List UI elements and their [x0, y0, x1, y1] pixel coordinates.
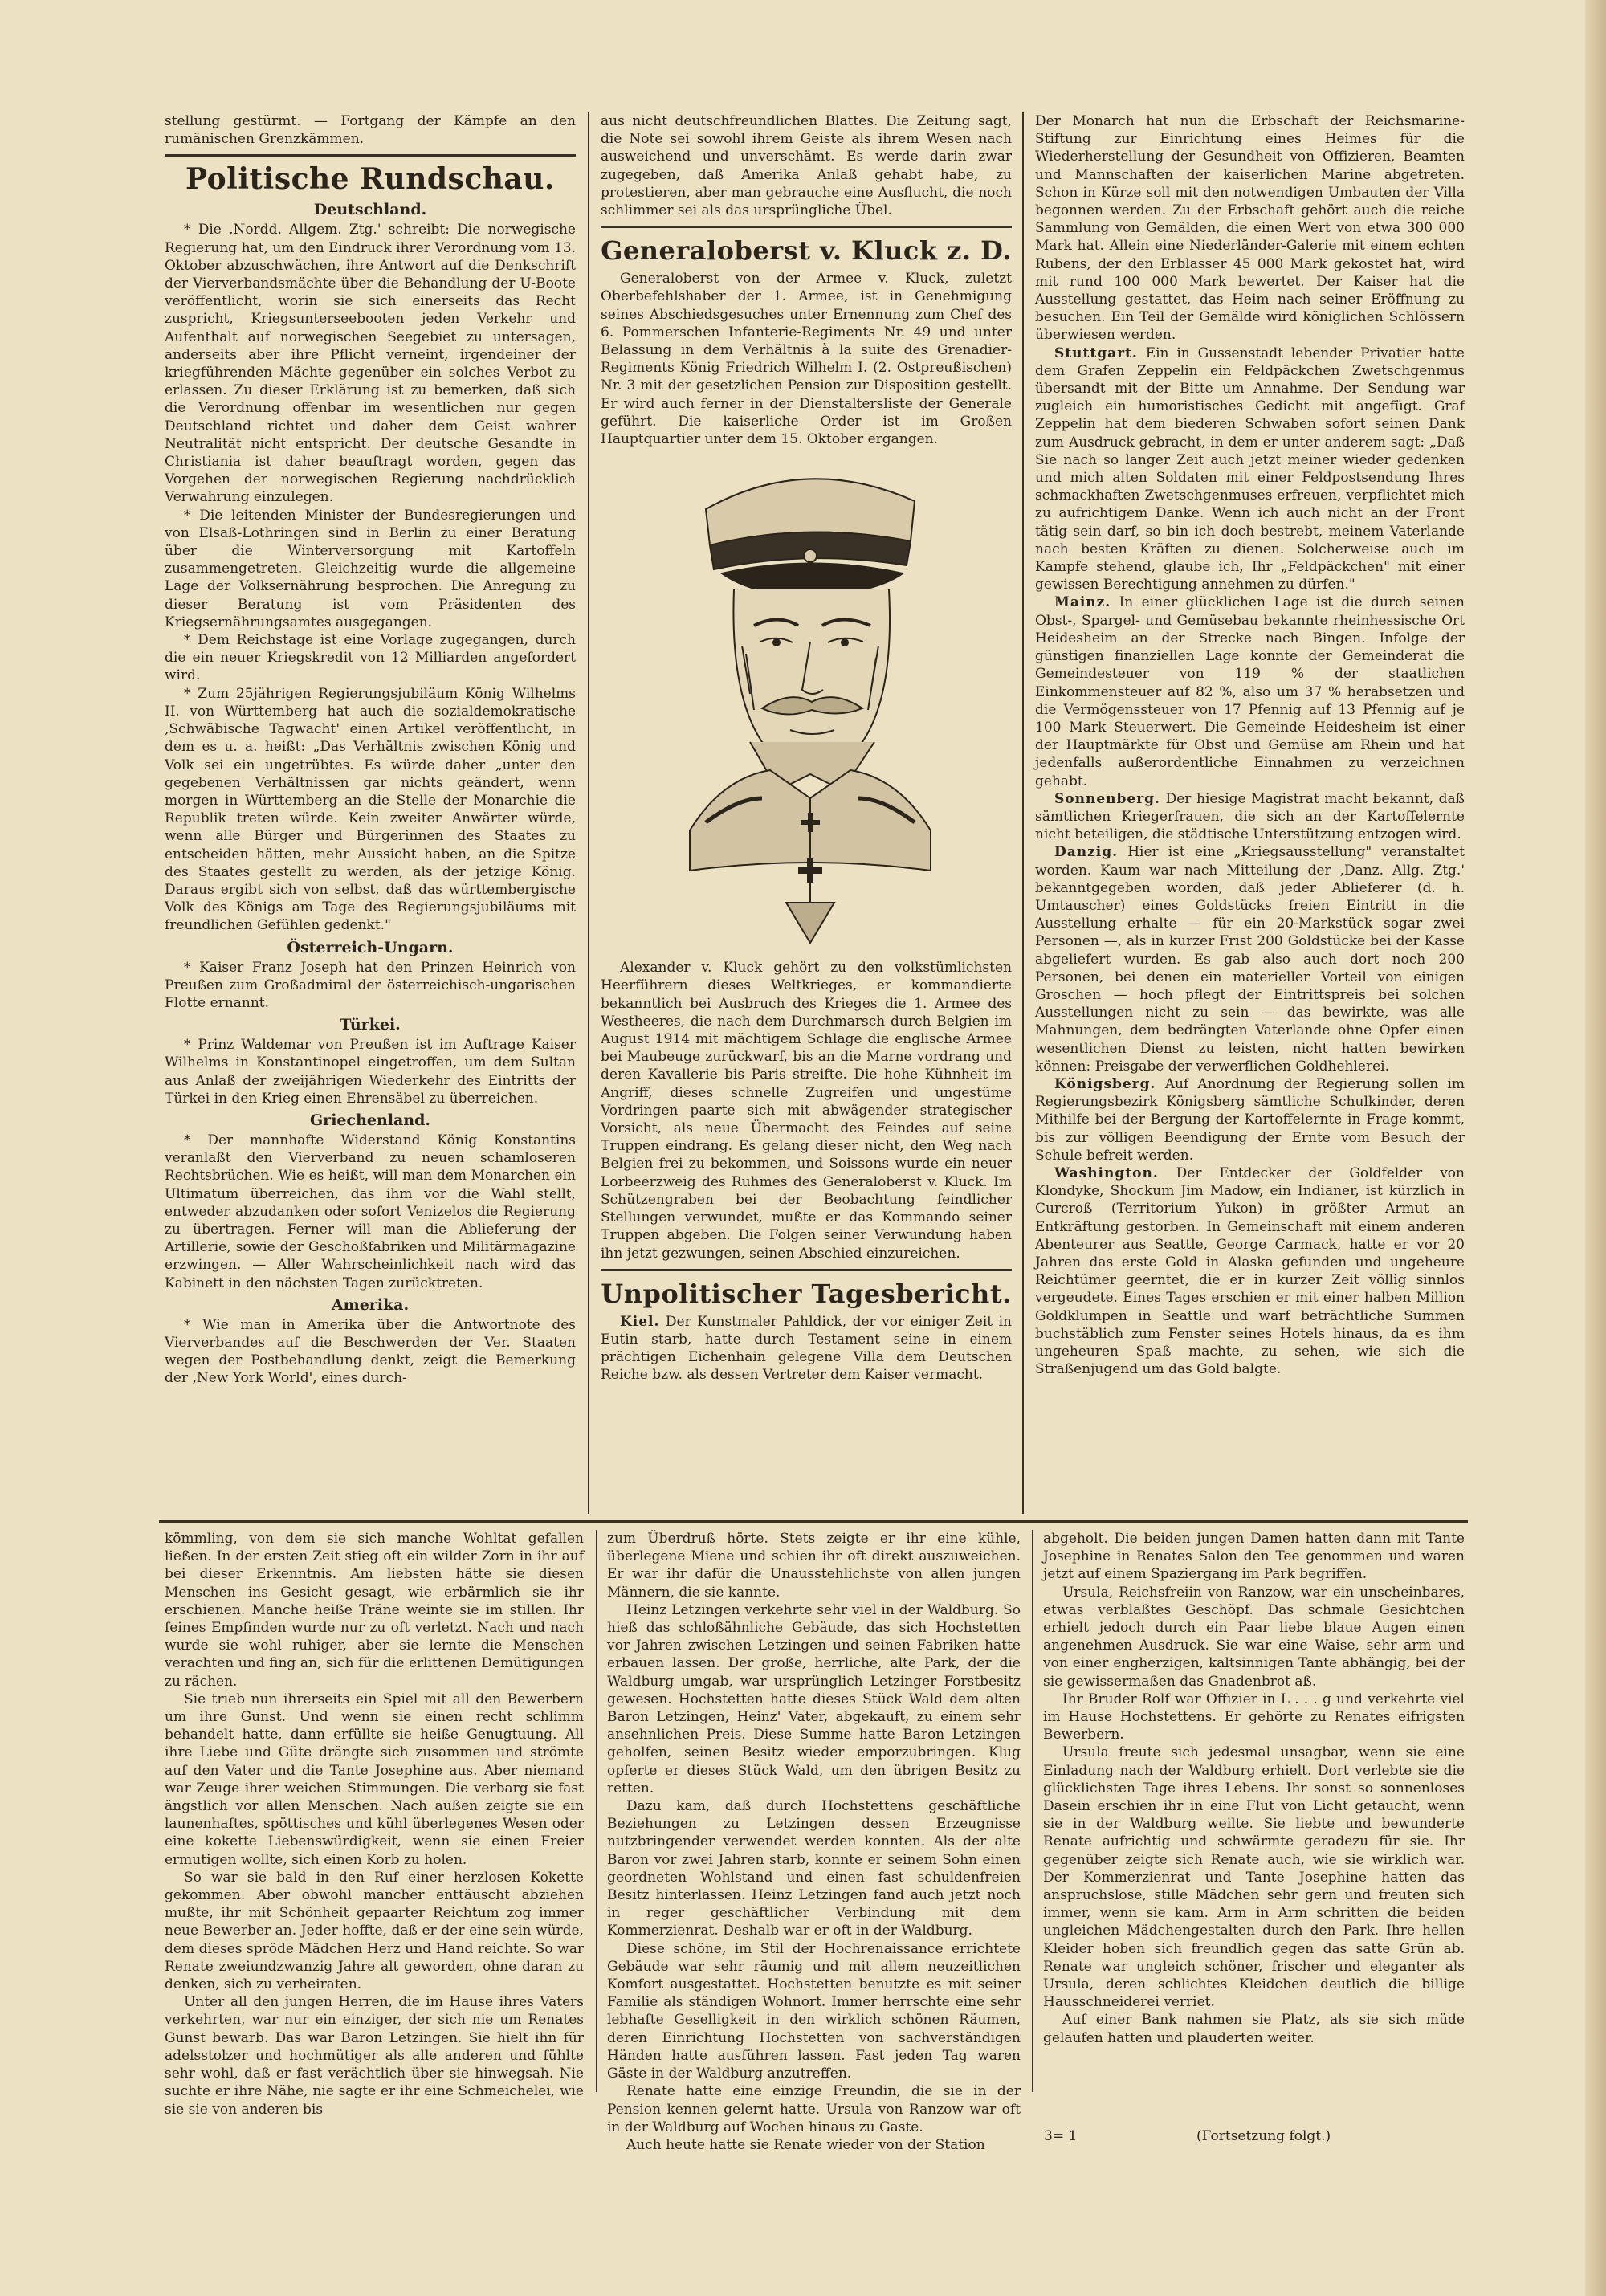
amerika-paragraph: * Wie man in Amerika über die Antwortnote des Vierverbandes auf die Beschwerden der Ver. Staaten wegen der Postbehandlung denkt, zeigt die Bemerkung der ‚New York World', eines durch-: [165, 1316, 576, 1387]
sonnenberg-text: Der hiesige Magistrat macht bekannt, daß sämtlichen Kriegerfrauen, die sich an der Kartoffelernte nicht beteiligen, die städtische Unterstützung entzogen wird.: [1035, 790, 1465, 843]
column-rule-2: [1022, 112, 1024, 1514]
mainz-text: In einer glücklichen Lage ist die durch seinen Obst-, Spargel- und Gemüsebau bekannte rheinhessische Ort Heidesheim an der Strecke nach Bingen. Infolge der günstigen finanziellen Lage konnte der Gemeinderat die Gemeindesteuer von 119 % der staatlichen Einkommensteuer auf 82 %, also um 37 % herabsetzen und die Vermögenssteuer von 17 Pfennig auf 13 Pfennig auf je 100 Mark Steuerwert. Die Gemeinde Heidesheim ist einer der Hauptmärkte für Obst und Gemüse am Rhein und hat jedenfalls außerordentliche Einnahmen zu verzeichnen gehabt.: [1035, 594, 1465, 789]
kiel-paragraph: [601, 1313, 1012, 1385]
oesterreich-paragraph: * Kaiser Franz Joseph hat den Prinzen Heinrich von Preußen zum Großadmiral der österreichisch-ungarischen Flotte ernannt.: [165, 959, 576, 1011]
novel-paragraph: Sie trieb nun ihrerseits ein Spiel mit all den Bewerbern um ihre Gunst. Und wenn sie einen recht schlimm behandelt hatte, dann erfüllte sie heiße Genugtuung. All ihre Liebe und Güte drängte sich zusammen und strömte auf den Vater und die Tante Josephine aus. Aber niemand war Zeuge ihrer weichen Stimmungen. Die verbarg sie fast ängstlich vor allen Menschen. Nach außen zeigte sie ein launenhaftes, spöttisches und kühl überlegenes Wesen oder eine kokette Liebenswürdigkeit, wenn sie einen Freier ermutigen wollte, sich einen Korb zu holen.: [165, 1690, 584, 1868]
novel-paragraph: Diese schöne, im Stil der Hochrenaissance errichtete Gebäude war sehr räumig und mit allem neuzeitlichen Komfort ausgestattet. Hochstetten benutzte es mit seiner Familie als ständigen Wohnort. Immer herrschte eine sehr lebhafte Geselligkeit in den wirklich schönen Räumen, deren Einrichtung Hochstetten von sachverständigen Händen hatte ausführen lassen. Fast jeden Tag waren Gäste in der Waldburg anzutreffen.: [607, 1940, 1021, 2082]
washington-paragraph: [1035, 1164, 1465, 1378]
kluck-portrait: [674, 453, 939, 951]
footer-code: 3= 1: [1044, 2128, 1078, 2144]
place-washington: Washington.: [1054, 1164, 1159, 1181]
deutschland-paragraph: * Die ‚Nordd. Allgem. Ztg.' schreibt: Die norwegische Regierung hat, um den Eindruck ihrer Verordnung vom 13. Oktober abzuschwächen, ihre Antwort auf die Denkschrift der Vierverbandsmächte über die Behandlung der U-Boote veröffentlicht, worin sie sich einerseits das Recht zuspricht, Kriegsunterseebooten jeden Verkehr und Aufenthalt auf norwegischen Seegebiet zu untersagen, anderseits aber ihre Pflicht verneint, irgendeiner der kriegführenden Mächte gegenüber ein solches Verbot zu erlassen. Zu dieser Erklärung ist zu bemerken, daß sich die Verordnung offenbar im wesentlichen nur gegen Deutschland richtet und daher dem Geist wahrer Neutralität nicht entspricht. Der deutsche Gesandte in Christiania ist daher beauftragt worden, gegen das Vorgehen der norwegischen Regierung nachdrücklich Verwahrung einzulegen.: [165, 222, 576, 506]
heading-deutschland: Deutschland.: [313, 201, 427, 219]
feuilleton-column-1: [165, 1530, 584, 2118]
deutschland-paragraph: * Dem Reichstage ist eine Vorlage zugegangen, durch die ein neuer Kriegskredit von 12 Milliarden angefordert wird.: [165, 632, 576, 684]
kluck-title: Generaloberst v. Kluck z. D.: [601, 235, 1012, 267]
novel-paragraph: So war sie bald in den Ruf einer herzlosen Kokette gekommen. Aber obwohl mancher enttäuscht abziehen mußte, ihr mit Schönheit gepaarter Reichtum zog immer neue Bewerber an. Jeder hoffte, daß er der eine sein würde, dem dieses spröde Mädchen Herz und Hand reichte. So war Renate zweiundzwanzig Jahre alt geworden, ohne daran zu denken, sich zu verheiraten.: [165, 1869, 584, 1993]
novel-paragraph: zum Überdruß hörte. Stets zeigte er ihr eine kühle, überlegene Miene und schien ihr oft direkt auszuweichen. Er war ihr dafür die Unausstehlichste von allen jungen Männern, die sie kannte.: [607, 1531, 1021, 1601]
heading-tuerkei: Türkei.: [340, 1016, 401, 1034]
feuilleton-column-2: [607, 1530, 1021, 2153]
feuilleton-column-3: [1043, 1530, 1465, 2092]
place-danzig: Danzig.: [1054, 844, 1119, 861]
intro-line: stellung gestürmt. — Fortgang der Kämpfe an den rumänischen Grenzkämmen.: [165, 113, 576, 148]
deutschland-paragraph: * Die leitenden Minister der Bundesregierungen und von Elsaß-Lothringen sind in Berlin zu einer Beratung über die Winterversorgung mit Kartoffeln zusammengetreten. Gleichzeitig wurde die allgemeine Lage der Volksernährung besprochen. Die Anregung zu dieser Beratung ist vom Präsidenten des Kriegsernährungsamtes ausgegangen.: [165, 507, 576, 630]
column-rule-1: [588, 112, 589, 1514]
column-rule-4: [1032, 1530, 1033, 2092]
column-politics: [165, 112, 576, 1514]
novel-paragraph: Renate hatte eine einzige Freundin, die sie in der Pension kennen gelernt hatte. Ursula von Ranzow war oft in der Waldburg auf Wochen hinaus zu Gaste.: [607, 2083, 1021, 2135]
stuttgart-text: Ein in Gussenstadt lebender Privatier hatte dem Grafen Zeppelin ein Feldpäckchen Zwetschgenmus übersandt mit der Bitte um Annahme. Der Sendung war zugleich ein humoristisches Gedicht mit angefügt. Graf Zeppelin hat dem biederen Schwaben sofort seinen Dank zum Ausdruck gebracht, in dem er unter anderem sagt: „Daß Sie nach so langer Zeit auch jetzt meiner wieder gedenken und mich alten Soldaten mit einer Feldpostsendung Ihres schmackhaften Zwetschgenmuses erfreuen, verpflichtet mich zu aufrichtigem Danke. Wenn ich auch nicht an der Front tätig sein darf, so bin ich doch bestrebt, meinem Vaterlande nach besten Kräften zu dienen. Solcherweise auch im Kampfe stehend, glaube ich, Ihr „Feldpäckchen" mit einer gewissen Berechtigung annehmen zu dürfen.": [1035, 345, 1465, 593]
amerika-continuation: aus nicht deutschfreundlichen Blattes. Die Zeitung sagt, die Note sei sowohl ihrem Geiste als ihrem Wesen nach ausweichend und unverschämt. Es werde darin zwar zugegeben, daß Amerika Anlaß gehabt habe, zu protestieren, aber man gebrauche eine Ausflucht, die noch schlimmer sei als das ursprüngliche Übel.: [601, 113, 1012, 219]
feuilleton-rule: [159, 1520, 1468, 1523]
kiel-text: Der Kunstmaler Pahldick, der vor einiger Zeit in Eutin starb, hatte durch Testament seine in einem prächtigen Eichenhain gelegene Villa dem Deutschen Reiche bzw. als dessen Vertreter dem Kaiser vermacht.: [601, 1313, 1012, 1384]
novel-paragraph: Heinz Letzingen verkehrte sehr viel in der Waldburg. So hieß das schloßähnliche Gebäude, das sich Hochstetten vor Jahren zwischen Letzingen und seinen Fabriken hatte erbauen lassen. Der große, herrliche, alte Park, der die Waldburg umgab, war ursprünglich Letzinger Forstbesitz gewesen. Hochstetten hatte dieses Stück Wald dem alten Baron Letzingen, Heinz' Vater, abgekauft, zu einem sehr ansehnlichen Preis. Diese Summe hatte Baron Letzingen geholfen, seinen Besitz wieder emporzubringen. Klug opferte er dieses Stück Wald, um den übrigen Besitz zu retten.: [607, 1601, 1021, 1796]
novel-paragraph: Dazu kam, daß durch Hochstettens geschäftliche Beziehungen zu Letzingen dessen Erzeugnisse nutzbringender verwendet werden konnten. Als der alte Baron vor zwei Jahren starb, konnte er seinem Sohn einen geordneten Wohlstand und einen fast schuldenfreien Besitz hinterlassen. Heinz Letzingen fand auch jetzt noch in reger geschäftlicher Verbindung mit dem Kommerzienrat. Deshalb war er oft in der Waldburg.: [607, 1798, 1021, 1939]
danzig-paragraph: [1035, 843, 1465, 1075]
washington-text: Der Entdecker der Goldfelder von Klondyke, Shockum Jim Madow, ein Indianer, ist kürzlich in Curcroß (Territorium Yukon) in größter Armut an Entkräftung gestorben. In Gemeinschaft mit einem anderen Abenteurer aus Seattle, George Carmack, hatte er vor 20 Jahren das erste Gold in Alaska gefunden und ungeheure Reichtümer geerntet, die er in kurzer Zeit völlig sinnlos vergeudete. Eines Tages erschien er mit einer halben Million Goldklumpen in Seattle und warf beträchtliche Summen buchstäblich zum Fenster seines Hotels hinaus, da es ihm ungeheuren Spaß machte, zu sehen, wie sich die Straßenjugend um das Gold balgte.: [1035, 1164, 1465, 1378]
kluck-paragraph: Alexander v. Kluck gehört zu den volkstümlichsten Heerführern dieses Weltkrieges, er kommandierte bekanntlich bei Ausbruch des Krieges die 1. Armee des Westheeres, die nach dem Durchmarsch durch Belgien im August 1914 mit mächtigem Schlage die englische Armee bei Maubeuge zurückwarf, bis an die Marne vordrang und deren Kavallerie bis Paris streifte. Die hohe Kühnheit im Angriff, dieses schnelle Zugreifen und ungestüme Vordringen paarte sich mit abwägender strategischer Vorsicht, als neue Übermacht des Feindes auf seine Truppen eindrang. Es gelang dieser nicht, den Weg nach Belgien frei zu bekommen, und Soissons wurde ein neuer Lorbeerzweig des Ruhmes des Generaloberst v. Kluck. Im Schützengraben bei der Beobachtung feindlicher Stellungen verwundet, mußte er das Kommando seiner Truppen abgeben. Die Folgen seiner Verwundung haben ihn jetzt gezwungen, seinen Abschied einzureichen.: [601, 960, 1012, 1262]
unpolitical-title: Unpolitischer Tagesbericht.: [601, 1278, 1012, 1309]
place-sonnenberg: Sonnenberg.: [1054, 790, 1160, 807]
rule: [601, 1269, 1012, 1271]
novel-paragraph: kömmling, von dem sie sich manche Wohltat gefallen ließen. In der ersten Zeit stieg oft ein wilder Zorn in ihr auf bei dieser Erkenntnis. Am liebsten hätte sie diesen Menschen ins Gesicht gesagt, wie erbärmlich sie ihr erschienen. Manche heiße Träne weinte sie im stillen. Ihr feines Empfinden wurde nur zu oft verletzt. Nach und nach wurde sie wohl ruhiger, aber sie lernte die Menschen verachten und fing an, sich für die erlittenen Demütigungen zu rächen.: [165, 1531, 584, 1690]
page-edge-shadow: [1585, 0, 1606, 2296]
place-kiel: Kiel.: [620, 1313, 660, 1330]
novel-paragraph: abgeholt. Die beiden jungen Damen hatten dann mit Tante Josephine in Renates Salon den Tee genommen und waren jetzt auf einem Spaziergang im Park begriffen.: [1043, 1531, 1465, 1583]
novel-paragraph: Auf einer Bank nahmen sie Platz, als sie sich müde gelaufen hatten und plauderten weiter.: [1043, 2012, 1465, 2046]
griechenland-paragraph: * Der mannhafte Widerstand König Konstantins veranlaßt den Vierverband zu neuen schamloseren Rechtsbrüchen. Wie es heißt, will man dem Monarchen ein Ultimatum überreichen, das ihm vor die Wahl stellt, entweder abzudanken oder sofort Venizelos die Regierung zu übertragen. Ferner will man die Ablieferung der Artillerie, sowie der Geschoßfabriken und Militärmagazine erzwingen. — Aller Wahrscheinlichkeit nach wird das Kabinett in den nächsten Tagen zurücktreten.: [165, 1132, 576, 1291]
novel-paragraph: Unter all den jungen Herren, die im Hause ihres Vaters verkehrten, war nur ein einziger, der sich nie um Renates Gunst bewarb. Das war Baron Letzingen. Sie hielt ihn für adelsstolzer und hochmütiger als alle anderen und fühlte sehr wohl, daß er fast verächtlich über sie hinwegsah. Nie suchte er ihre Nähe, nie sagte er ihr eine Schmeichelei, wie sie sie von anderen bis: [165, 1994, 584, 2118]
tuerkei-paragraph: * Prinz Waldemar von Preußen ist im Auftrage Kaiser Wilhelms in Konstantinopel eingetroffen, um dem Sultan aus Anlaß der zweijährigen Wiederkehr des Eintritts der Türkei in den Krieg einen Ehrensäbel zu überreichen.: [165, 1037, 576, 1107]
place-koenigsberg: Königsberg.: [1054, 1075, 1156, 1092]
stuttgart-paragraph: [1035, 345, 1465, 594]
heading-griechenland: Griechenland.: [309, 1111, 431, 1129]
deutschland-paragraph: * Zum 25jährigen Regierungsjubiläum König Wilhelms II. von Württemberg hat auch die sozialdemokratische ‚Schwäbische Tagwacht' einen Artikel veröffentlicht, in dem es u. a. heißt: „Das Verhältnis zwischen König und Volk sei ein ungetrübtes. Es würde daher „unter den gegebenen Verhältnissen gar nichts geändert, wenn morgen in Württemberg an die Stelle der Monarchie die Republik treten würde. Kein zweiter Anwärter würde, wenn alle Bürger und Bürgerinnen des Staates zu entscheiden hätten, mehr Aussicht haben, an die Spitze des Staates gestellt zu werden, als der jetzige König. Daraus ergibt sich von selbst, daß das württembergische Volk des Königs am Tage des Regierungsjubiläums mit freundlichen Gefühlen gedenkt.": [165, 685, 576, 934]
mainz-paragraph: [1035, 593, 1465, 789]
novel-paragraph: Ihr Bruder Rolf war Offizier in L . . . g und verkehrte viel im Hause Hochstettens. Er gehörte zu Renates eifrigsten Bewerbern.: [1043, 1690, 1465, 1743]
koenigsberg-paragraph: [1035, 1075, 1465, 1164]
continuation-note: (Fortsetzung folgt.): [1196, 2128, 1331, 2144]
novel-paragraph: Ursula freute sich jedesmal unsagbar, wenn sie eine Einladung nach der Waldburg erhielt. Dort verlebte sie die glücklichsten Tage ihres Lebens. Ihr sonst so sonnenloses Dasein erschien ihr in eine Flut von Licht getaucht, wenn sie in der Waldburg weilte. Sie liebte und bewunderte Renate aufrichtig und schwärmte geradezu für sie. Ihr gegenüber zeigte sich Renate auch, wie sie wirklich war. Der Kommerzienrat und Tante Josephine hatten das anspruchslose, stille Mädchen sehr gern und freuten sich immer, wenn sie kam. Arm in Arm schritten die beiden ungleichen Mädchengestalten durch den Park. Ihre hellen Kleider hoben sich freundlich gegen das satte Grün ab. Renate war ungleich schöner, frischer und eleganter als Ursula, deren schlichtes Kleidchen deutlich die billige Hausschneiderei verriet.: [1043, 1744, 1465, 2011]
rule: [165, 154, 576, 157]
kluck-paragraph: Generaloberst von der Armee v. Kluck, zuletzt Oberbefehlshaber der 1. Armee, ist in Genehmigung seines Abschiedsgesuches unter Ernennung zum Chef des 6. Pommerschen Infanterie-Regiments Nr. 49 und unter Belassung in dem Verhältnis à la suite des Grenadier-Regiments König Friedrich Wilhelm I. (2. Ostpreußischen) Nr. 3 mit der gesetzlichen Pension zur Disposition gestellt. Er wird auch ferner in der Dienstaltersliste der Generale geführt. Die kaiserliche Order ist im Großen Hauptquartier unter dem 15. Oktober ergangen.: [601, 271, 1012, 448]
novel-paragraph: Ursula, Reichsfreiin von Ranzow, war ein unscheinbares, etwas verblaßtes Geschöpf. Das schmale Gesichtchen erhielt jedoch durch ein Paar liebe blaue Augen einen angenehmen Ausdruck. Sie war eine Waise, sehr arm und von einer engherzigen, kaltsinnigen Tante abhängig, bei der sie gewissermaßen das Gnadenbrot aß.: [1043, 1584, 1465, 1690]
sonnenberg-paragraph: [1035, 790, 1465, 844]
place-stuttgart: Stuttgart.: [1054, 345, 1138, 361]
novel-paragraph: Auch heute hatte sie Renate wieder von der Station: [626, 2136, 985, 2153]
place-mainz: Mainz.: [1054, 594, 1111, 611]
heading-amerika: Amerika.: [331, 1295, 410, 1314]
column-news: [1035, 112, 1465, 1514]
koenigsberg-text: Auf Anordnung der Regierung sollen im Regierungsbezirk Königsberg sämtliche Schulkinder, deren Mithilfe bei der Bergung der Kartoffelernte in Frage kommt, bis zur völligen Beendigung der Ernte vom Besuch der Schule befreit werden.: [1035, 1075, 1465, 1164]
danzig-text: Hier ist eine „Kriegsausstellung" veranstaltet worden. Kaum war nach Mitteilung der ‚Danz. Allg. Ztg.' bekanntgegeben worden, daß jeder Ablieferer (d. h. Umtauscher) eines Goldstücks freien Eintritt in die Ausstellung erhalte — für ein 20-Markstück sogar zwei Personen —, als in kurzer Frist 200 Goldstücke bei der Kasse abgeliefert wurden. Es gab also auch dort noch 200 Personen, bei denen ein materieller Vorteil von einigen Groschen — hoch pflegt der Eintrittspreis bei solchen Ausstellungen nicht zu sein — das bewirkte, was alle Mahnungen, dem bedrängten Vaterlande ohne Opfer einen wesentlichen Dienst zu leisten, nicht hatten bewirken können: Preisgabe der verwerflichen Goldhehlerei.: [1035, 844, 1465, 1075]
politics-title: Politische Rundschau.: [185, 162, 555, 197]
column-rule-3: [596, 1530, 597, 2092]
column-kluck: [601, 112, 1012, 1514]
rule: [601, 226, 1012, 228]
heading-oesterreich: Österreich-Ungarn.: [287, 938, 454, 956]
kiel-continuation: Der Monarch hat nun die Erbschaft der Reichsmarine-Stiftung zur Einrichtung eines Heimes für die Wiederherstellung der Gesundheit von Offizieren, Beamten und Mannschaften der kaiserlichen Marine abgetreten. Schon in Kürze soll mit den notwendigen Umbauten der Villa begonnen werden. Zu der Erbschaft gehört auch die reiche Sammlung von Gemälden, die einen Wert von etwa 300 000 Mark hat. Allein eine Niederländer-Galerie mit einem echten Rubens, der den Erblasser 45 000 Mark gekostet hat, wird mit rund 100 000 Mark bewertet. Der Kaiser hat die Ausstellung gestattet, das Heim nach seiner Eröffnung zu besuchen. Ein Teil der Gemälde wird königlichen Schlössern überwiesen werden.: [1035, 113, 1465, 344]
